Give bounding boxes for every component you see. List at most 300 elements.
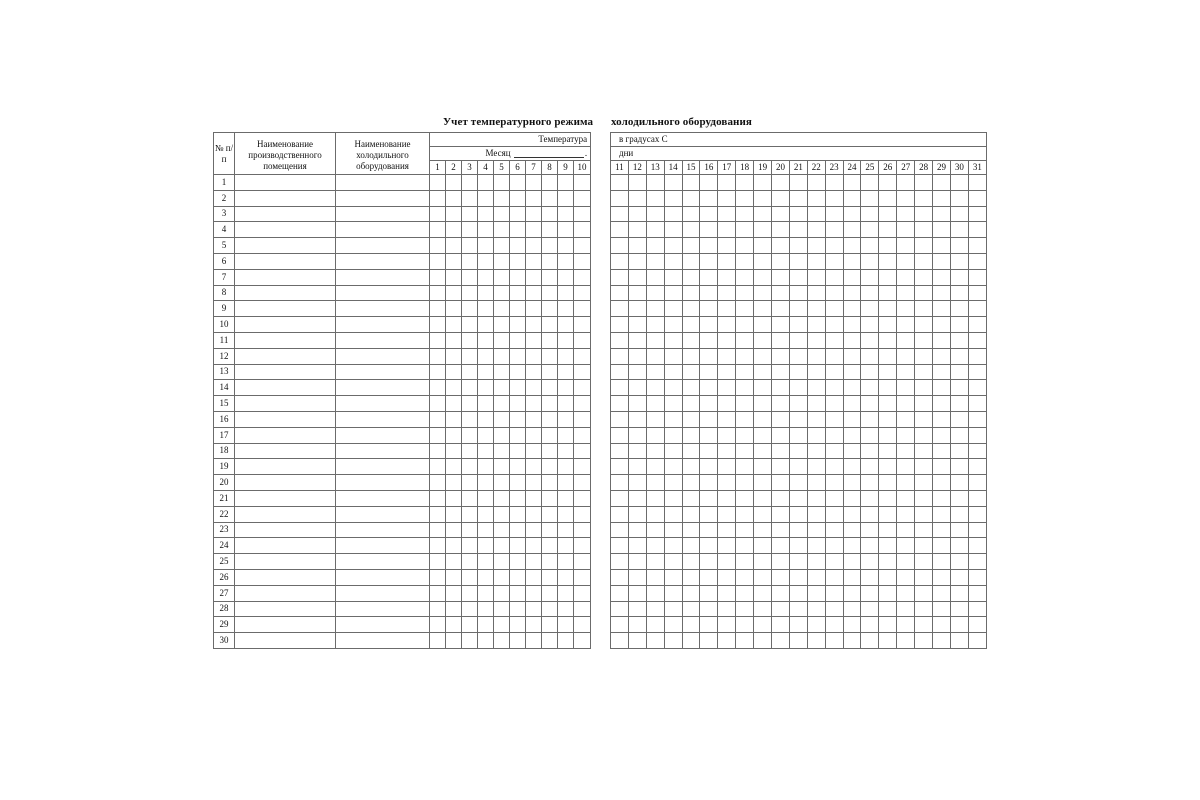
temperature-entry-cell[interactable] xyxy=(825,490,843,506)
temperature-entry-cell[interactable] xyxy=(430,380,446,396)
temperature-entry-cell[interactable] xyxy=(933,380,951,396)
temperature-entry-cell[interactable] xyxy=(446,380,462,396)
temperature-entry-cell[interactable] xyxy=(736,190,754,206)
temperature-entry-cell[interactable] xyxy=(700,348,718,364)
temperature-entry-cell[interactable] xyxy=(494,206,510,222)
temperature-entry-cell[interactable] xyxy=(950,301,968,317)
room-name-cell[interactable] xyxy=(235,269,336,285)
temperature-entry-cell[interactable] xyxy=(611,617,629,633)
temperature-entry-cell[interactable] xyxy=(478,569,494,585)
temperature-entry-cell[interactable] xyxy=(718,506,736,522)
temperature-entry-cell[interactable] xyxy=(915,396,933,412)
temperature-entry-cell[interactable] xyxy=(754,585,772,601)
temperature-entry-cell[interactable] xyxy=(700,601,718,617)
temperature-entry-cell[interactable] xyxy=(968,301,986,317)
temperature-entry-cell[interactable] xyxy=(494,601,510,617)
temperature-entry-cell[interactable] xyxy=(754,348,772,364)
temperature-entry-cell[interactable] xyxy=(430,538,446,554)
temperature-entry-cell[interactable] xyxy=(646,238,664,254)
temperature-entry-cell[interactable] xyxy=(462,380,478,396)
temperature-entry-cell[interactable] xyxy=(664,443,682,459)
temperature-entry-cell[interactable] xyxy=(789,332,807,348)
temperature-entry-cell[interactable] xyxy=(772,190,790,206)
temperature-entry-cell[interactable] xyxy=(611,490,629,506)
equipment-name-cell[interactable] xyxy=(336,396,430,412)
temperature-entry-cell[interactable] xyxy=(510,348,526,364)
temperature-entry-cell[interactable] xyxy=(843,554,861,570)
temperature-entry-cell[interactable] xyxy=(526,285,542,301)
temperature-entry-cell[interactable] xyxy=(968,364,986,380)
temperature-entry-cell[interactable] xyxy=(430,617,446,633)
temperature-entry-cell[interactable] xyxy=(462,459,478,475)
temperature-entry-cell[interactable] xyxy=(718,427,736,443)
temperature-entry-cell[interactable] xyxy=(494,364,510,380)
equipment-name-cell[interactable] xyxy=(336,411,430,427)
temperature-entry-cell[interactable] xyxy=(915,411,933,427)
temperature-entry-cell[interactable] xyxy=(478,206,494,222)
temperature-entry-cell[interactable] xyxy=(574,554,591,570)
temperature-entry-cell[interactable] xyxy=(950,585,968,601)
temperature-entry-cell[interactable] xyxy=(736,301,754,317)
temperature-entry-cell[interactable] xyxy=(510,411,526,427)
temperature-entry-cell[interactable] xyxy=(718,633,736,649)
temperature-entry-cell[interactable] xyxy=(861,506,879,522)
temperature-entry-cell[interactable] xyxy=(736,538,754,554)
temperature-entry-cell[interactable] xyxy=(736,554,754,570)
temperature-entry-cell[interactable] xyxy=(628,554,646,570)
temperature-entry-cell[interactable] xyxy=(915,285,933,301)
temperature-entry-cell[interactable] xyxy=(542,443,558,459)
temperature-entry-cell[interactable] xyxy=(574,396,591,412)
temperature-entry-cell[interactable] xyxy=(462,269,478,285)
temperature-entry-cell[interactable] xyxy=(807,617,825,633)
temperature-entry-cell[interactable] xyxy=(526,443,542,459)
temperature-entry-cell[interactable] xyxy=(861,190,879,206)
temperature-entry-cell[interactable] xyxy=(542,380,558,396)
room-name-cell[interactable] xyxy=(235,253,336,269)
temperature-entry-cell[interactable] xyxy=(825,411,843,427)
temperature-entry-cell[interactable] xyxy=(718,538,736,554)
temperature-entry-cell[interactable] xyxy=(526,411,542,427)
temperature-entry-cell[interactable] xyxy=(542,348,558,364)
temperature-entry-cell[interactable] xyxy=(897,317,915,333)
temperature-entry-cell[interactable] xyxy=(478,554,494,570)
temperature-entry-cell[interactable] xyxy=(574,332,591,348)
temperature-entry-cell[interactable] xyxy=(646,633,664,649)
temperature-entry-cell[interactable] xyxy=(825,569,843,585)
temperature-entry-cell[interactable] xyxy=(879,238,897,254)
temperature-entry-cell[interactable] xyxy=(825,190,843,206)
temperature-entry-cell[interactable] xyxy=(611,585,629,601)
temperature-entry-cell[interactable] xyxy=(915,222,933,238)
temperature-entry-cell[interactable] xyxy=(510,569,526,585)
temperature-entry-cell[interactable] xyxy=(754,459,772,475)
equipment-name-cell[interactable] xyxy=(336,443,430,459)
temperature-entry-cell[interactable] xyxy=(718,348,736,364)
temperature-entry-cell[interactable] xyxy=(789,190,807,206)
temperature-entry-cell[interactable] xyxy=(825,427,843,443)
temperature-entry-cell[interactable] xyxy=(772,459,790,475)
temperature-entry-cell[interactable] xyxy=(430,411,446,427)
temperature-entry-cell[interactable] xyxy=(843,332,861,348)
temperature-entry-cell[interactable] xyxy=(542,253,558,269)
temperature-entry-cell[interactable] xyxy=(542,459,558,475)
temperature-entry-cell[interactable] xyxy=(950,522,968,538)
temperature-entry-cell[interactable] xyxy=(807,222,825,238)
temperature-entry-cell[interactable] xyxy=(897,411,915,427)
temperature-entry-cell[interactable] xyxy=(574,238,591,254)
temperature-entry-cell[interactable] xyxy=(807,585,825,601)
temperature-entry-cell[interactable] xyxy=(915,475,933,491)
temperature-entry-cell[interactable] xyxy=(462,317,478,333)
temperature-entry-cell[interactable] xyxy=(462,569,478,585)
temperature-entry-cell[interactable] xyxy=(700,301,718,317)
room-name-cell[interactable] xyxy=(235,427,336,443)
equipment-name-cell[interactable] xyxy=(336,301,430,317)
temperature-entry-cell[interactable] xyxy=(494,506,510,522)
temperature-entry-cell[interactable] xyxy=(574,411,591,427)
temperature-entry-cell[interactable] xyxy=(574,585,591,601)
temperature-entry-cell[interactable] xyxy=(915,443,933,459)
temperature-entry-cell[interactable] xyxy=(574,522,591,538)
temperature-entry-cell[interactable] xyxy=(915,427,933,443)
temperature-entry-cell[interactable] xyxy=(843,175,861,191)
temperature-entry-cell[interactable] xyxy=(628,285,646,301)
temperature-entry-cell[interactable] xyxy=(915,585,933,601)
equipment-name-cell[interactable] xyxy=(336,601,430,617)
temperature-entry-cell[interactable] xyxy=(861,285,879,301)
temperature-entry-cell[interactable] xyxy=(700,190,718,206)
temperature-entry-cell[interactable] xyxy=(968,238,986,254)
temperature-entry-cell[interactable] xyxy=(664,459,682,475)
temperature-entry-cell[interactable] xyxy=(628,585,646,601)
temperature-entry-cell[interactable] xyxy=(736,380,754,396)
temperature-entry-cell[interactable] xyxy=(968,206,986,222)
temperature-entry-cell[interactable] xyxy=(718,238,736,254)
temperature-entry-cell[interactable] xyxy=(510,459,526,475)
temperature-entry-cell[interactable] xyxy=(478,633,494,649)
temperature-entry-cell[interactable] xyxy=(807,285,825,301)
temperature-entry-cell[interactable] xyxy=(558,285,574,301)
temperature-entry-cell[interactable] xyxy=(950,269,968,285)
temperature-entry-cell[interactable] xyxy=(754,238,772,254)
temperature-entry-cell[interactable] xyxy=(494,301,510,317)
temperature-entry-cell[interactable] xyxy=(789,175,807,191)
temperature-entry-cell[interactable] xyxy=(879,585,897,601)
temperature-entry-cell[interactable] xyxy=(478,475,494,491)
temperature-entry-cell[interactable] xyxy=(430,253,446,269)
temperature-entry-cell[interactable] xyxy=(772,175,790,191)
temperature-entry-cell[interactable] xyxy=(558,396,574,412)
temperature-entry-cell[interactable] xyxy=(526,633,542,649)
temperature-entry-cell[interactable] xyxy=(430,364,446,380)
temperature-entry-cell[interactable] xyxy=(897,633,915,649)
temperature-entry-cell[interactable] xyxy=(542,332,558,348)
temperature-entry-cell[interactable] xyxy=(789,443,807,459)
temperature-entry-cell[interactable] xyxy=(736,522,754,538)
temperature-entry-cell[interactable] xyxy=(789,222,807,238)
temperature-entry-cell[interactable] xyxy=(807,569,825,585)
temperature-entry-cell[interactable] xyxy=(861,380,879,396)
temperature-entry-cell[interactable] xyxy=(446,348,462,364)
temperature-entry-cell[interactable] xyxy=(682,490,700,506)
temperature-entry-cell[interactable] xyxy=(558,411,574,427)
temperature-entry-cell[interactable] xyxy=(558,301,574,317)
temperature-entry-cell[interactable] xyxy=(736,443,754,459)
temperature-entry-cell[interactable] xyxy=(718,253,736,269)
temperature-entry-cell[interactable] xyxy=(843,427,861,443)
temperature-entry-cell[interactable] xyxy=(807,380,825,396)
temperature-entry-cell[interactable] xyxy=(446,601,462,617)
temperature-entry-cell[interactable] xyxy=(754,380,772,396)
temperature-entry-cell[interactable] xyxy=(462,253,478,269)
temperature-entry-cell[interactable] xyxy=(526,475,542,491)
temperature-entry-cell[interactable] xyxy=(879,411,897,427)
temperature-entry-cell[interactable] xyxy=(664,380,682,396)
temperature-entry-cell[interactable] xyxy=(574,285,591,301)
temperature-entry-cell[interactable] xyxy=(861,269,879,285)
temperature-entry-cell[interactable] xyxy=(861,175,879,191)
temperature-entry-cell[interactable] xyxy=(628,222,646,238)
temperature-entry-cell[interactable] xyxy=(879,253,897,269)
temperature-entry-cell[interactable] xyxy=(611,475,629,491)
temperature-entry-cell[interactable] xyxy=(574,475,591,491)
temperature-entry-cell[interactable] xyxy=(718,617,736,633)
temperature-entry-cell[interactable] xyxy=(682,585,700,601)
temperature-entry-cell[interactable] xyxy=(950,601,968,617)
temperature-entry-cell[interactable] xyxy=(682,364,700,380)
temperature-entry-cell[interactable] xyxy=(542,269,558,285)
room-name-cell[interactable] xyxy=(235,569,336,585)
temperature-entry-cell[interactable] xyxy=(879,554,897,570)
temperature-entry-cell[interactable] xyxy=(825,538,843,554)
temperature-entry-cell[interactable] xyxy=(754,364,772,380)
temperature-entry-cell[interactable] xyxy=(446,585,462,601)
temperature-entry-cell[interactable] xyxy=(789,633,807,649)
temperature-entry-cell[interactable] xyxy=(478,411,494,427)
temperature-entry-cell[interactable] xyxy=(700,269,718,285)
temperature-entry-cell[interactable] xyxy=(526,269,542,285)
temperature-entry-cell[interactable] xyxy=(754,190,772,206)
temperature-entry-cell[interactable] xyxy=(611,538,629,554)
temperature-entry-cell[interactable] xyxy=(807,601,825,617)
equipment-name-cell[interactable] xyxy=(336,506,430,522)
temperature-entry-cell[interactable] xyxy=(646,554,664,570)
temperature-entry-cell[interactable] xyxy=(611,190,629,206)
temperature-entry-cell[interactable] xyxy=(558,190,574,206)
temperature-entry-cell[interactable] xyxy=(526,569,542,585)
temperature-entry-cell[interactable] xyxy=(430,301,446,317)
temperature-entry-cell[interactable] xyxy=(664,238,682,254)
temperature-entry-cell[interactable] xyxy=(574,190,591,206)
temperature-entry-cell[interactable] xyxy=(897,538,915,554)
temperature-entry-cell[interactable] xyxy=(558,522,574,538)
temperature-entry-cell[interactable] xyxy=(754,569,772,585)
temperature-entry-cell[interactable] xyxy=(772,317,790,333)
temperature-entry-cell[interactable] xyxy=(950,364,968,380)
temperature-entry-cell[interactable] xyxy=(825,348,843,364)
temperature-entry-cell[interactable] xyxy=(825,175,843,191)
temperature-entry-cell[interactable] xyxy=(700,569,718,585)
temperature-entry-cell[interactable] xyxy=(526,459,542,475)
temperature-entry-cell[interactable] xyxy=(772,522,790,538)
equipment-name-cell[interactable] xyxy=(336,522,430,538)
temperature-entry-cell[interactable] xyxy=(861,253,879,269)
temperature-entry-cell[interactable] xyxy=(446,554,462,570)
temperature-entry-cell[interactable] xyxy=(718,301,736,317)
temperature-entry-cell[interactable] xyxy=(700,443,718,459)
temperature-entry-cell[interactable] xyxy=(462,427,478,443)
temperature-entry-cell[interactable] xyxy=(915,332,933,348)
temperature-entry-cell[interactable] xyxy=(754,301,772,317)
temperature-entry-cell[interactable] xyxy=(861,569,879,585)
room-name-cell[interactable] xyxy=(235,475,336,491)
temperature-entry-cell[interactable] xyxy=(861,475,879,491)
temperature-entry-cell[interactable] xyxy=(611,269,629,285)
temperature-entry-cell[interactable] xyxy=(510,538,526,554)
temperature-entry-cell[interactable] xyxy=(736,617,754,633)
temperature-entry-cell[interactable] xyxy=(446,238,462,254)
temperature-entry-cell[interactable] xyxy=(664,538,682,554)
temperature-entry-cell[interactable] xyxy=(736,569,754,585)
temperature-entry-cell[interactable] xyxy=(950,490,968,506)
temperature-entry-cell[interactable] xyxy=(933,427,951,443)
temperature-entry-cell[interactable] xyxy=(462,633,478,649)
temperature-entry-cell[interactable] xyxy=(825,285,843,301)
temperature-entry-cell[interactable] xyxy=(628,569,646,585)
temperature-entry-cell[interactable] xyxy=(789,396,807,412)
temperature-entry-cell[interactable] xyxy=(861,348,879,364)
temperature-entry-cell[interactable] xyxy=(754,285,772,301)
temperature-entry-cell[interactable] xyxy=(682,506,700,522)
temperature-entry-cell[interactable] xyxy=(646,380,664,396)
temperature-entry-cell[interactable] xyxy=(494,175,510,191)
temperature-entry-cell[interactable] xyxy=(718,332,736,348)
temperature-entry-cell[interactable] xyxy=(968,411,986,427)
temperature-entry-cell[interactable] xyxy=(446,332,462,348)
temperature-entry-cell[interactable] xyxy=(879,364,897,380)
temperature-entry-cell[interactable] xyxy=(682,522,700,538)
temperature-entry-cell[interactable] xyxy=(897,238,915,254)
temperature-entry-cell[interactable] xyxy=(879,427,897,443)
temperature-entry-cell[interactable] xyxy=(950,332,968,348)
temperature-entry-cell[interactable] xyxy=(807,396,825,412)
temperature-entry-cell[interactable] xyxy=(646,222,664,238)
temperature-entry-cell[interactable] xyxy=(897,585,915,601)
temperature-entry-cell[interactable] xyxy=(897,253,915,269)
temperature-entry-cell[interactable] xyxy=(628,522,646,538)
temperature-entry-cell[interactable] xyxy=(446,427,462,443)
temperature-entry-cell[interactable] xyxy=(950,190,968,206)
temperature-entry-cell[interactable] xyxy=(718,317,736,333)
temperature-entry-cell[interactable] xyxy=(542,490,558,506)
temperature-entry-cell[interactable] xyxy=(446,522,462,538)
temperature-entry-cell[interactable] xyxy=(646,332,664,348)
temperature-entry-cell[interactable] xyxy=(478,222,494,238)
temperature-entry-cell[interactable] xyxy=(628,459,646,475)
temperature-entry-cell[interactable] xyxy=(430,396,446,412)
temperature-entry-cell[interactable] xyxy=(494,348,510,364)
temperature-entry-cell[interactable] xyxy=(430,285,446,301)
temperature-entry-cell[interactable] xyxy=(430,506,446,522)
temperature-entry-cell[interactable] xyxy=(574,348,591,364)
temperature-entry-cell[interactable] xyxy=(843,380,861,396)
room-name-cell[interactable] xyxy=(235,317,336,333)
temperature-entry-cell[interactable] xyxy=(558,538,574,554)
temperature-entry-cell[interactable] xyxy=(897,364,915,380)
temperature-entry-cell[interactable] xyxy=(462,617,478,633)
temperature-entry-cell[interactable] xyxy=(526,380,542,396)
temperature-entry-cell[interactable] xyxy=(789,569,807,585)
temperature-entry-cell[interactable] xyxy=(682,317,700,333)
temperature-entry-cell[interactable] xyxy=(861,206,879,222)
temperature-entry-cell[interactable] xyxy=(526,175,542,191)
temperature-entry-cell[interactable] xyxy=(950,443,968,459)
temperature-entry-cell[interactable] xyxy=(754,617,772,633)
temperature-entry-cell[interactable] xyxy=(611,332,629,348)
temperature-entry-cell[interactable] xyxy=(950,506,968,522)
temperature-entry-cell[interactable] xyxy=(494,569,510,585)
temperature-entry-cell[interactable] xyxy=(510,364,526,380)
temperature-entry-cell[interactable] xyxy=(700,332,718,348)
temperature-entry-cell[interactable] xyxy=(933,285,951,301)
temperature-entry-cell[interactable] xyxy=(807,175,825,191)
temperature-entry-cell[interactable] xyxy=(478,348,494,364)
temperature-entry-cell[interactable] xyxy=(736,253,754,269)
temperature-entry-cell[interactable] xyxy=(933,348,951,364)
temperature-entry-cell[interactable] xyxy=(879,459,897,475)
temperature-entry-cell[interactable] xyxy=(897,506,915,522)
temperature-entry-cell[interactable] xyxy=(682,332,700,348)
temperature-entry-cell[interactable] xyxy=(558,206,574,222)
temperature-entry-cell[interactable] xyxy=(772,238,790,254)
temperature-entry-cell[interactable] xyxy=(646,459,664,475)
temperature-entry-cell[interactable] xyxy=(915,238,933,254)
temperature-entry-cell[interactable] xyxy=(718,285,736,301)
temperature-entry-cell[interactable] xyxy=(789,269,807,285)
temperature-entry-cell[interactable] xyxy=(933,222,951,238)
temperature-entry-cell[interactable] xyxy=(682,206,700,222)
temperature-entry-cell[interactable] xyxy=(736,490,754,506)
temperature-entry-cell[interactable] xyxy=(510,206,526,222)
temperature-entry-cell[interactable] xyxy=(861,585,879,601)
temperature-entry-cell[interactable] xyxy=(843,569,861,585)
temperature-entry-cell[interactable] xyxy=(772,601,790,617)
temperature-entry-cell[interactable] xyxy=(754,396,772,412)
temperature-entry-cell[interactable] xyxy=(526,396,542,412)
temperature-entry-cell[interactable] xyxy=(861,554,879,570)
temperature-entry-cell[interactable] xyxy=(968,317,986,333)
temperature-entry-cell[interactable] xyxy=(933,633,951,649)
temperature-entry-cell[interactable] xyxy=(843,206,861,222)
temperature-entry-cell[interactable] xyxy=(494,190,510,206)
equipment-name-cell[interactable] xyxy=(336,238,430,254)
temperature-entry-cell[interactable] xyxy=(843,364,861,380)
temperature-entry-cell[interactable] xyxy=(933,601,951,617)
room-name-cell[interactable] xyxy=(235,222,336,238)
temperature-entry-cell[interactable] xyxy=(825,633,843,649)
temperature-entry-cell[interactable] xyxy=(933,175,951,191)
temperature-entry-cell[interactable] xyxy=(843,269,861,285)
temperature-entry-cell[interactable] xyxy=(915,364,933,380)
temperature-entry-cell[interactable] xyxy=(446,317,462,333)
temperature-entry-cell[interactable] xyxy=(494,285,510,301)
temperature-entry-cell[interactable] xyxy=(510,475,526,491)
temperature-entry-cell[interactable] xyxy=(897,348,915,364)
equipment-name-cell[interactable] xyxy=(336,206,430,222)
temperature-entry-cell[interactable] xyxy=(933,585,951,601)
room-name-cell[interactable] xyxy=(235,396,336,412)
